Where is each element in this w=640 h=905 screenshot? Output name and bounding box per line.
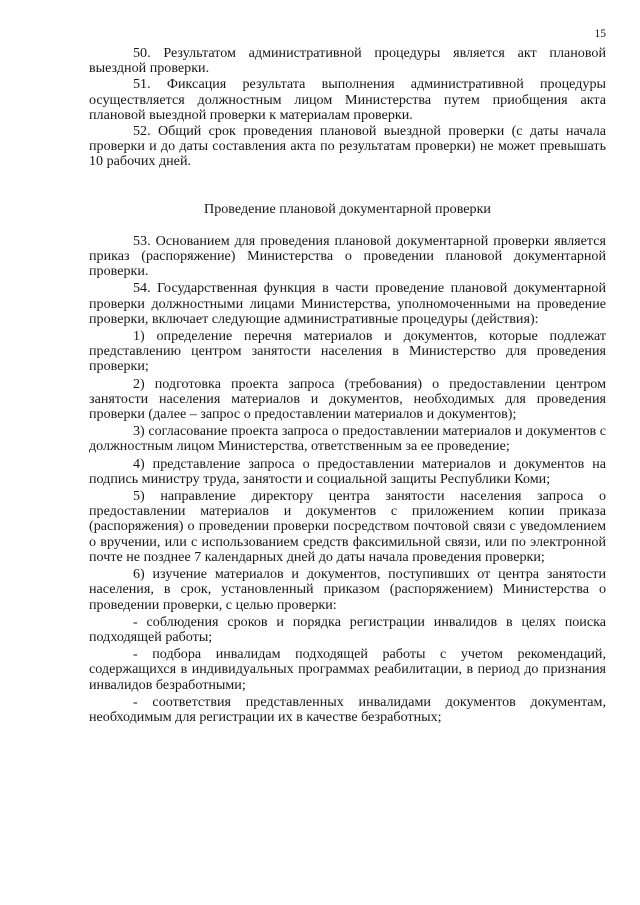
list-item-4: 4) представление запроса о предоставлении материалов и документов на подпись министру труда, занятости и социальной защиты Республики Коми;: [89, 455, 606, 487]
list-item-1: 1) определение перечня материалов и документов, которые подлежат представлению центром занятости населения в Министерство для проведения проверки;: [89, 328, 606, 375]
list-item-3: 3) согласование проекта запроса о предоставлении материалов и документов с должностным лицом Министерства, ответственным за ее проведение;: [89, 423, 606, 455]
list-item-2: 2) подготовка проекта запроса (требования) о предоставлении центром занятости населения материалов и документов, необходимых для проведения проверки (далее – запрос о предоставлении материалов и документов);: [89, 375, 606, 423]
bullet-item-2: - подбора инвалидам подходящей работы с учетом рекомендаций, содержащихся в индивидуальных программах реабилитации, в период до признания инвалидов безработными;: [89, 646, 606, 693]
list-item-5: 5) направление директору центра занятости населения запроса о предоставлении материалов и документов с приложением копии приказа (распоряжения) о проведении проверки посредством почтовой связи с уведомлением о вручении, или с использованием средств факсимильной связи, или по электронной почте не позднее 7 календарных дней до даты начала проведения проверки;: [89, 488, 606, 565]
section-heading: Проведение плановой документарной проверки: [204, 200, 491, 217]
bullet-item-3: - соответствия представленных инвалидами документов документам, необходимым для регистрации их в качестве безработных;: [89, 693, 606, 725]
paragraph-54: 54. Государственная функция в части проведение плановой документарной проверки должностными лицами Министерства, уполномоченными на проведение проверки, включает следующие административные процедуры (действия):: [89, 280, 606, 327]
main-paragraphs: [89, 234, 606, 725]
list-item-6: 6) изучение материалов и документов, поступивших от центра занятости населения, в срок, установленный приказом (распоряжением) Министерства о проведении проверки, с целью проверки:: [89, 566, 606, 613]
paragraph-53: 53. Основанием для проведения плановой документарной проверки является приказ (распоряжение) Министерства о проведении плановой документарной проверки.: [89, 232, 606, 280]
paragraph-52: 52. Общий срок проведения плановой выездной проверки (с даты начала проверки и до даты составления акта по результатам проверки) не может превышать 10 рабочих дней.: [89, 123, 606, 170]
paragraph-50: 50. Результатом административной процедуры является акт плановой выездной проверки.: [89, 45, 606, 77]
paragraph-51: 51. Фиксация результата выполнения административной процедуры осуществляется должностным лицом Министерства путем приобщения акта плановой выездной проверки к материалам проверки.: [89, 76, 606, 123]
bullet-item-1: - соблюдения сроков и порядка регистрации инвалидов в целях поиска подходящей работы;: [89, 613, 606, 645]
top-paragraphs: [89, 46, 606, 170]
page-number: 15: [594, 28, 606, 40]
